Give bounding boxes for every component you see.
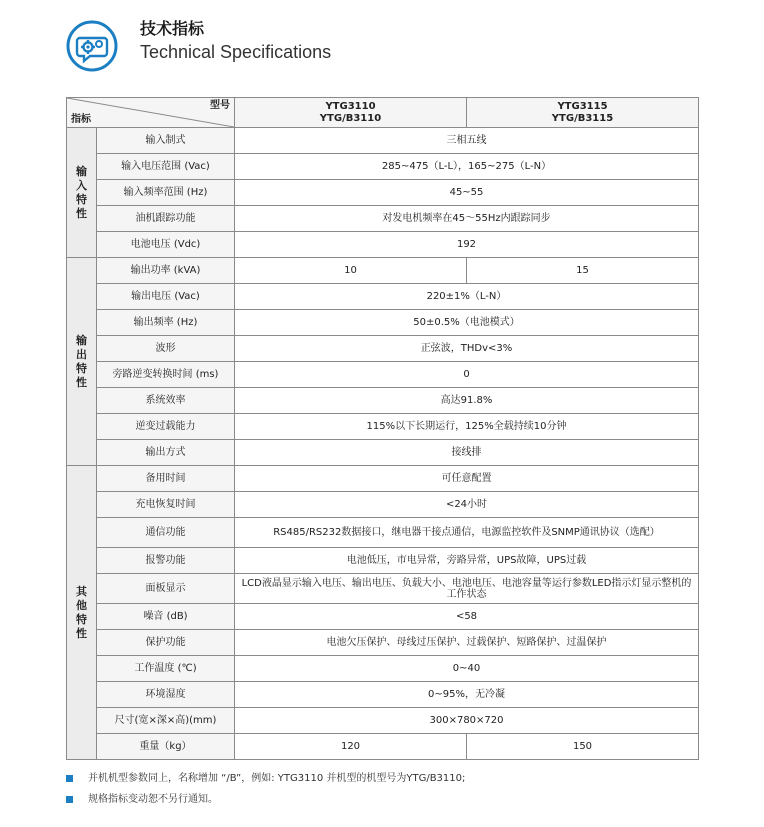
param-value: RS485/RS232数据接口，继电器干接点通信，电源监控软件及SNMP通讯协议（选配） <box>235 518 699 548</box>
square-bullet-icon <box>66 796 73 803</box>
param-label: 波形 <box>97 336 235 362</box>
param-value: 电池欠压保护、母线过压保护、过载保护、短路保护、过温保护 <box>235 630 699 656</box>
param-label: 通信功能 <box>97 518 235 548</box>
param-label: 输出方式 <box>97 440 235 466</box>
corner-spec-label: 指标 <box>71 114 91 125</box>
param-label: 噪音 (dB) <box>97 604 235 630</box>
table-row <box>67 708 699 734</box>
param-value: 45~55 <box>235 180 699 206</box>
param-value: <58 <box>235 604 699 630</box>
group-label: 输 入 特 性 <box>67 128 97 258</box>
table-row <box>67 258 699 284</box>
table-row <box>67 604 699 630</box>
corner-model-label: 型号 <box>210 100 230 111</box>
param-label: 保护功能 <box>97 630 235 656</box>
param-value: 10 <box>235 258 467 284</box>
note-item: 并机机型参数同上，名称增加 “/B”，例如: YTG3110 并机型的机型号为YTG/B3110; <box>66 772 465 786</box>
param-label: 油机跟踪功能 <box>97 206 235 232</box>
param-label: 重量（kg） <box>97 734 235 760</box>
table-row <box>67 414 699 440</box>
param-value: <24小时 <box>235 492 699 518</box>
square-bullet-icon <box>66 775 73 782</box>
table-row <box>67 682 699 708</box>
param-value: 三相五线 <box>235 128 699 154</box>
param-value: LCD液晶显示输入电压、输出电压、负载大小、电池电压、电池容量等运行参数LED指示灯显示整机的工作状态 <box>235 574 699 604</box>
param-label: 尺寸(宽×深×高)(mm) <box>97 708 235 734</box>
table-row <box>67 388 699 414</box>
param-value: 0~95%，无冷凝 <box>235 682 699 708</box>
param-label: 面板显示 <box>97 574 235 604</box>
table-header-row <box>67 98 699 128</box>
table-row <box>67 180 699 206</box>
param-value: 接线排 <box>235 440 699 466</box>
table-row <box>67 232 699 258</box>
table-row <box>67 284 699 310</box>
table-row <box>67 466 699 492</box>
gear-specs-icon <box>66 20 118 72</box>
table-row <box>67 734 699 760</box>
param-label: 环境湿度 <box>97 682 235 708</box>
table-row <box>67 128 699 154</box>
param-value: 可任意配置 <box>235 466 699 492</box>
param-label: 输出频率 (Hz) <box>97 310 235 336</box>
param-value: 0~40 <box>235 656 699 682</box>
page-title-cn: 技术指标 <box>140 19 205 38</box>
param-label: 电池电压 (Vdc) <box>97 232 235 258</box>
param-value: 300×780×720 <box>235 708 699 734</box>
param-label: 报警功能 <box>97 548 235 574</box>
model-header: YTG3110 YTG/B3110 <box>235 98 467 128</box>
table-row <box>67 518 699 548</box>
table-row <box>67 492 699 518</box>
table-row <box>67 310 699 336</box>
spec-table <box>66 97 699 760</box>
diagonal-line <box>67 98 234 127</box>
param-label: 输入电压范围 (Vac) <box>97 154 235 180</box>
param-value: 115%以下长期运行，125%全载持续10分钟 <box>235 414 699 440</box>
param-value: 120 <box>235 734 467 760</box>
param-label: 备用时间 <box>97 466 235 492</box>
table-row <box>67 206 699 232</box>
param-label: 输入制式 <box>97 128 235 154</box>
table-row <box>67 440 699 466</box>
param-value: 192 <box>235 232 699 258</box>
param-value: 0 <box>235 362 699 388</box>
param-label: 逆变过载能力 <box>97 414 235 440</box>
notes <box>66 772 465 814</box>
param-value: 高达91.8% <box>235 388 699 414</box>
param-label: 输入频率范围 (Hz) <box>97 180 235 206</box>
table-row <box>67 548 699 574</box>
param-label: 工作温度 (℃) <box>97 656 235 682</box>
param-label: 系统效率 <box>97 388 235 414</box>
param-label: 充电恢复时间 <box>97 492 235 518</box>
param-label: 旁路逆变转换时间 (ms) <box>97 362 235 388</box>
group-label: 其 他 特 性 <box>67 466 97 760</box>
param-label: 输出电压 (Vac) <box>97 284 235 310</box>
model-header: YTG3115 YTG/B3115 <box>467 98 699 128</box>
page-title-en: Technical Specifications <box>140 42 332 62</box>
param-value: 150 <box>467 734 699 760</box>
table-row <box>67 336 699 362</box>
param-value: 220±1%（L-N） <box>235 284 699 310</box>
table-row <box>67 362 699 388</box>
note-item: 规格指标变动恕不另行通知。 <box>66 793 465 807</box>
group-label: 输 出 特 性 <box>67 258 97 466</box>
table-row <box>67 630 699 656</box>
param-value: 50±0.5%（电池模式） <box>235 310 699 336</box>
table-row <box>67 656 699 682</box>
table-row <box>67 574 699 604</box>
param-value: 15 <box>467 258 699 284</box>
param-value: 正弦波，THDv<3% <box>235 336 699 362</box>
param-value: 285~475（L-L），165~275（L-N） <box>235 154 699 180</box>
param-label: 输出功率 (kVA) <box>97 258 235 284</box>
param-value: 对发电机频率在45～55Hz内跟踪同步 <box>235 206 699 232</box>
corner-cell <box>67 98 235 128</box>
table-row <box>67 154 699 180</box>
param-value: 电池低压，市电异常，旁路异常，UPS故障，UPS过载 <box>235 548 699 574</box>
